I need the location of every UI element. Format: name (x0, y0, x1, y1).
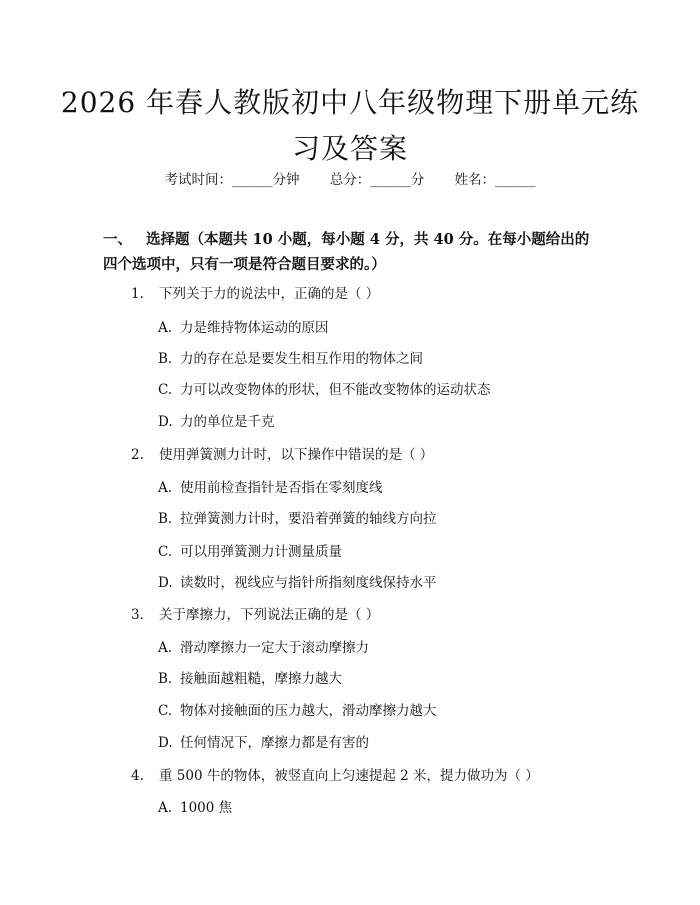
option-label: B. (158, 511, 173, 527)
option-text: 力可以改变物体的形状，但不能改变物体的运动状态 (180, 382, 491, 398)
option-label: D. (158, 575, 173, 591)
question-number: 1. (131, 286, 144, 302)
exam-info (0, 168, 700, 188)
option-text: 可以用弹簧测力计测量质量 (180, 544, 342, 560)
option-label: B. (158, 671, 173, 687)
question-number: 3. (131, 607, 144, 623)
option (158, 667, 342, 687)
question-number: 4. (131, 768, 144, 784)
option (158, 540, 342, 560)
total-score-field: 总分：______分 (329, 172, 425, 188)
option (158, 378, 491, 398)
option-text: 拉弹簧测力计时，要沿着弹簧的轴线方向拉 (180, 511, 437, 527)
student-name-field: 姓名：______ (454, 172, 536, 188)
option-label: A. (158, 480, 173, 496)
option (158, 699, 437, 719)
question-text: 下列关于力的说法中，正确的是（ ） (159, 286, 380, 302)
option (158, 571, 437, 591)
option-label: D. (158, 735, 173, 751)
document-title: 2026 年春人教版初中八年级物理下册单元练习及答案 (60, 86, 640, 165)
option (158, 507, 437, 527)
question-2 (131, 443, 433, 463)
option (158, 347, 423, 367)
option (158, 316, 329, 336)
option-text: 使用前检查指针是否指在零刻度线 (180, 480, 383, 496)
option-text: 力是维持物体运动的原因 (180, 320, 329, 336)
option-label: C. (158, 544, 173, 560)
option (158, 476, 383, 496)
option-text: 任何情况下，摩擦力都是有害的 (180, 735, 369, 751)
question-number: 2. (131, 447, 144, 463)
question-text: 使用弹簧测力计时，以下操作中错误的是（ ） (159, 447, 434, 463)
question-text: 关于摩擦力，下列说法正确的是（ ） (159, 607, 380, 623)
option-label: A. (158, 800, 173, 816)
option (158, 796, 232, 816)
section-heading (103, 227, 600, 277)
option-label: C. (158, 703, 173, 719)
option-text: 力的存在总是要发生相互作用的物体之间 (180, 351, 423, 367)
question-3 (131, 603, 379, 623)
option (158, 731, 369, 751)
option-text: 读数时，视线应与指针所指刻度线保持水平 (180, 575, 437, 591)
option (158, 636, 369, 656)
option-text: 接触面越粗糙，摩擦力越大 (180, 671, 342, 687)
option-text: 1000 焦 (180, 800, 233, 816)
exam-time-field: 考试时间：______分钟 (164, 172, 300, 188)
option-label: D. (158, 414, 173, 430)
option (158, 410, 275, 430)
option-text: 力的单位是千克 (180, 414, 275, 430)
question-1 (131, 282, 379, 302)
option-label: B. (158, 351, 173, 367)
option-text: 滑动摩擦力一定大于滚动摩擦力 (180, 640, 369, 656)
question-text: 重 500 牛的物体，被竖直向上匀速提起 2 米，提力做功为（ ） (159, 768, 539, 784)
option-label: A. (158, 320, 173, 336)
option-text: 物体对接触面的压力越大，滑动摩擦力越大 (180, 703, 437, 719)
option-label: A. (158, 640, 173, 656)
question-4 (131, 764, 539, 784)
option-label: C. (158, 382, 173, 398)
section-number: 一、 (103, 231, 132, 248)
section-instructions: 选择题（本题共 10 小题，每小题 4 分，共 40 分。在每小题给出的四个选项中，只有一项是符合题目要求的。） (103, 231, 590, 273)
